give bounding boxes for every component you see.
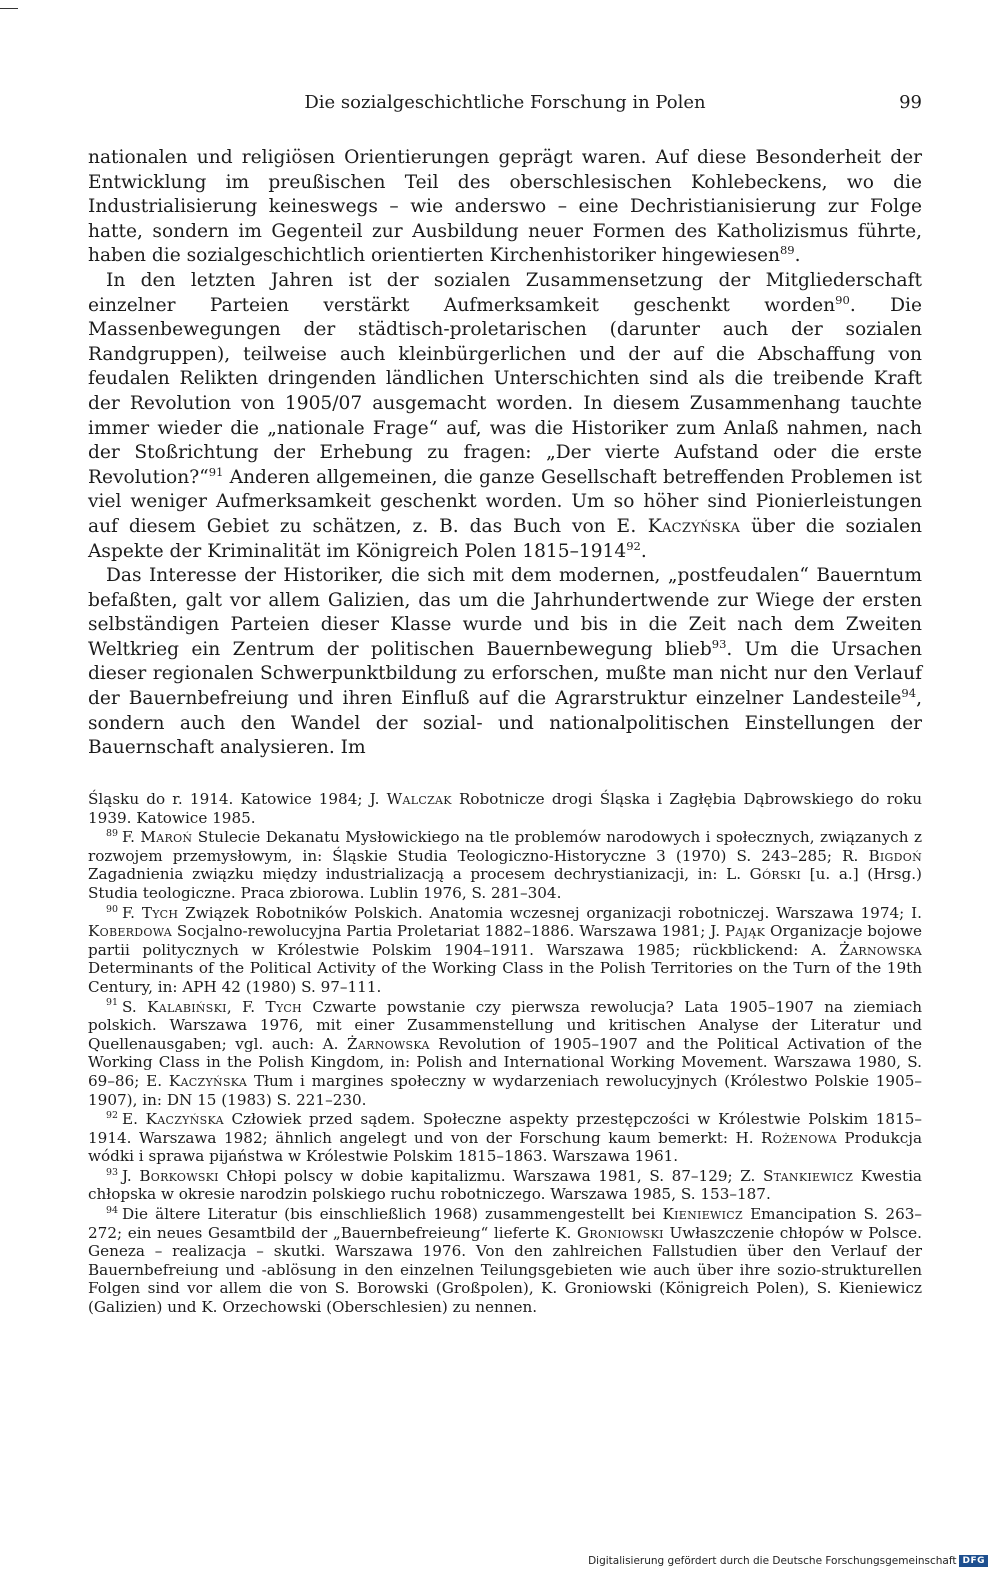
footnote-ref: 91 (208, 464, 224, 479)
main-text (88, 146, 922, 761)
footnote-number: 92 (106, 1110, 118, 1122)
footnote-number: 90 (106, 903, 118, 915)
footnote-92: $^{92}$ E. Kaczyńska Człowiek przed sądem. Społeczne aspekty przestępczości w Królestwie Polskim 1815–1914. Warszawa 1982; ähnlich angelegt und von der Forschung kaum bemerkt: H. Rożenowa Produkcja wódki i sprawa pijaństwa w Królestwie Polskim 1815–1863. Warszawa 1961. (88, 1110, 922, 1166)
footnote-number: 91 (106, 997, 118, 1009)
footnote-number: 89 (106, 828, 118, 840)
footnote-continuation: Śląsku do r. 1914. Katowice 1984; J. Walczak Robotnicze drogi Śląska i Zagłębia Dąbrowskiego do roku 1939. Katowice 1985. (88, 790, 922, 827)
paragraph-3: Das Interesse der Historiker, die sich mit dem modernen, „postfeudalen“ Bauerntum befaßten, galt vor allem Galizien, das um die Jahrhundertwende zur Wiege der ersten selbständigen Parteien dieser Klasse wurde und bis in die Zeit nach dem Zweiten Weltkrieg ein Zentrum der politischen Bauernbewegung blieb$^{93}$. Um die Ursachen dieser regionalen Schwerpunktbildung zu erforschen, mußte man nicht nur den Verlauf der Bauernbefreiung und ihren Einfluß auf die Agrarstruktur einzelner Landesteile$^{94}$, sondern auch den Wandel der sozial- und nationalpolitischen Einstellungen der Bauernschaft analysieren. Im (88, 565, 922, 759)
footnote-ref: 90 (835, 292, 850, 307)
digitization-credit (588, 1555, 988, 1567)
footnote-93: $^{93}$ J. Borkowski Chłopi polscy w dobie kapitalizmu. Warszawa 1981, S. 87–129; Z. Stankiewicz Kwestia chłopska w okresie narodzin polskiego ruchu robotniczego. Warszawa 1985, S. 153–187. (88, 1166, 922, 1204)
footnote-ref: 93 (711, 636, 727, 651)
corner-mark (0, 8, 18, 9)
footnote-ref: 94 (901, 685, 917, 700)
footnote-ref: 89 (779, 243, 795, 258)
footnote-number: 94 (106, 1205, 118, 1216)
footnote-91: $^{91}$ S. Kalabiński, F. Tych Czwarte powstanie czy pierwsza rewolucja? Lata 1905–1907 na ziemiach polskich. Warszawa 1976, mit einer Zusammenstellung und kritischen Analyse der Literatur und Quellenausgaben; vgl. auch: A. Żarnowska Revolution of 1905–1907 and the Political Activation of the Working Class in the Polish Kingdom, in: Polish and International Working Movement. Warszawa 1980, S. 69–86; E. Kaczyńska Tłum i margines społeczny w wydarzeniach rewolucyjnych (Królestwo Polskie 1905–1907), in: DN 15 (1983) S. 221–230. (88, 997, 923, 1109)
footnote-number: 93 (106, 1166, 118, 1178)
footnote-ref: 92 (626, 538, 641, 553)
footnote-89: $^{89}$ F. Maroń Stulecie Dekanatu Mysłowickiego na tle problemów narodowych i społecznych, związanych z rozwojem przemysłowym, in: Śląskie Studia Teologiczno-Historyczne 3 (1970) S. 243–285; R. Bigdoń Zagadnienia związku między industrializacją a procesem dechrystianizacji, in: L. Górski [u. a.] (Hrsg.) Studia teologiczne. Praca zbiorowa. Lublin 1976, S. 281–304. (88, 828, 923, 902)
footnote-94: $^{94}$ Die ältere Literatur (bis einschließlich 1968) zusammengestellt bei Kieniewicz Emancipation S. 263–272; ein neues Gesamtbild der „Bauernbefreieung“ lieferte K. Groniowski Uwłaszczenie chłopów w Polsce. Geneza – realizacja – skutki. Warszawa 1976. Von den zahlreichen Fallstudien über den Verlauf der Bauernbefreiung und -ablösung in den einzelnen Teilungsgebieten wie auch über ihre sozio-strukturellen Folgen sind vor allem die von S. Borowski (Großpolen), K. Groniowski (Königreich Polen), S. Kieniewicz (Galizien) und K. Orzechowski (Oberschlesien) zu nennen. (88, 1205, 922, 1317)
credit-text: Digitalisierung gefördert durch die Deutsche Forschungsgemeinschaft (588, 1555, 957, 1567)
page-header (88, 92, 922, 120)
author-name: E. Kaczyńska (616, 515, 741, 537)
paragraph-2: In den letzten Jahren ist der sozialen Zusammensetzung der Mitgliederschaft einzelner Parteien verstärkt Aufmerksamkeit geschenkt worden$^{90}$. Die Massenbewegungen der städtisch-proletarischen (darunter auch der sozialen Randgruppen), teilweise auch kleinbürgerlichen und der auf die Abschaffung von feudalen Relikten dringenden ländlichen Unterschichten sind als die treibende Kraft der Revolution von 1905/07 ausgemacht worden. In diesem Zusammenhang tauchte immer wieder die „nationale Frage“ auf, was die Historiker zum Anlaß nahmen, nach der Stoßrichtung der Erhebung zu fragen: „Der vierte Aufstand oder die erste Revolution?“$^{91}$ Anderen allgemeinen, die ganze Gesellschaft betreffenden Problemen ist viel weniger Aufmerksamkeit geschenkt worden. Um so höher sind Pionierleistungen auf diesem Gebiet zu schätzen, z. B. das Buch von E. Kaczyńska über die sozialen Aspekte der Kriminalität im Königreich Polen 1815–1914$^{92}$. (88, 269, 922, 562)
page-number: 99 (899, 92, 922, 113)
dfg-logo: DFG (959, 1555, 988, 1567)
paragraph-1: nationalen und religiösen Orientierungen geprägt waren. Auf diese Besonderheit der Entwicklung im preußischen Teil des oberschlesischen Kohlebeckens, wo die Industrialisierung keineswegs – wie anderswo – eine Dechristianisierung zur Folge hatte, sondern im Gegenteil zur Ausbildung neuer Formen des Katholizismus führte, haben die sozialgeschichtlich orientierten Kirchenhistoriker hingewiesen$^{89}$. (88, 147, 922, 267)
running-head: Die sozialgeschichtliche Forschung in Polen (304, 92, 706, 113)
footnotes (88, 790, 922, 1318)
footnote-90: $^{90}$ F. Tych Związek Robotników Polskich. Anatomia wczesnej organizacji robotniczej. Warszawa 1974; I. Koberdowa Socjalno-rewolucyjna Partia Proletariat 1882–1886. Warszawa 1981; J. Pająk Organizacje bojowe partii politycznych w Królestwie Polskim 1904–1911. Warszawa 1985; rückblickend: A. Żarnowska Determinants of the Political Activity of the Working Class in the Polish Territories on the Turn of the 19th Century, in: APH 42 (1980) S. 97–111. (88, 903, 922, 996)
